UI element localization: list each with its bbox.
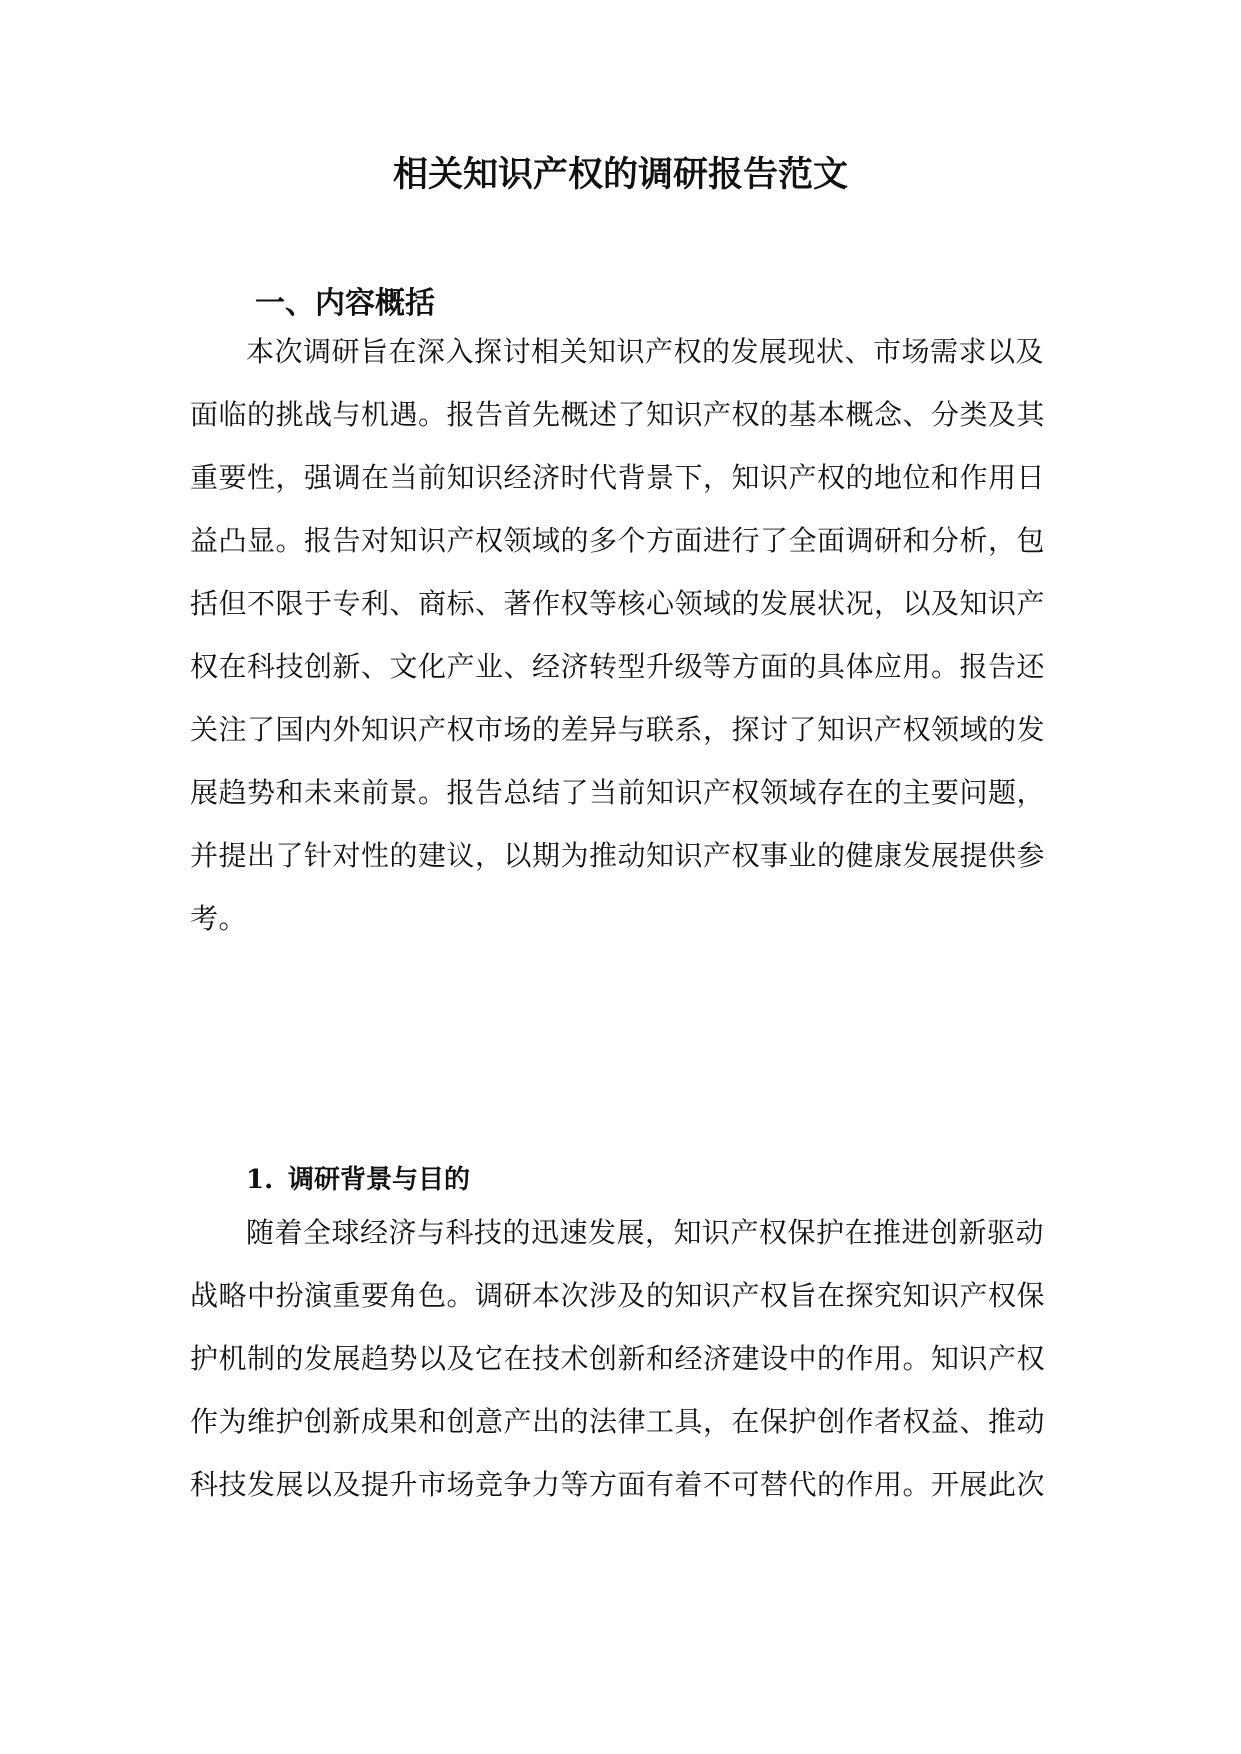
subsection-heading-background (246, 1161, 470, 1199)
paragraph-line: 权在科技创新、文化产业、经济转型升级等方面的具体应用。报告还 (190, 650, 1046, 683)
document-title: 相关知识产权的调研报告范文 (392, 154, 848, 195)
paragraph-line: 本次调研旨在深入探讨相关知识产权的发展现状、市场需求以及 (246, 335, 1045, 368)
paragraph-line: 考。 (190, 902, 248, 935)
paragraph-line: 括但不限于专利、商标、著作权等核心领域的发展状况，以及知识产 (190, 587, 1046, 620)
paragraph-line: 关注了国内外知识产权市场的差异与联系，探讨了知识产权领域的发 (190, 713, 1046, 746)
subsection-title: 调研背景与目的 (288, 1165, 471, 1195)
paragraph-line: 随着全球经济与科技的迅速发展，知识产权保护在推进创新驱动 (246, 1216, 1045, 1249)
paragraph-line: 展趋势和未来前景。报告总结了当前知识产权领域存在的主要问题， (190, 776, 1046, 809)
paragraph-line: 作为维护创新成果和创意产出的法律工具，在保护创作者权益、推动 (190, 1405, 1046, 1438)
paragraph-line: 益凸显。报告对知识产权领域的多个方面进行了全面调研和分析，包 (190, 524, 1046, 557)
paragraph-line: 并提出了针对性的建议，以期为推动知识产权事业的健康发展提供参 (190, 839, 1046, 872)
paragraph-line: 护机制的发展趋势以及它在技术创新和经济建设中的作用。知识产权 (190, 1342, 1046, 1375)
paragraph-line: 科技发展以及提升市场竞争力等方面有着不可替代的作用。开展此次 (190, 1468, 1046, 1501)
paragraph-line: 重要性，强调在当前知识经济时代背景下，知识产权的地位和作用日 (190, 461, 1046, 494)
subsection-number: 1. (246, 1165, 274, 1195)
paragraph-line: 战略中扮演重要角色。调研本次涉及的知识产权旨在探究知识产权保 (190, 1279, 1046, 1312)
section-heading-summary: 一、内容概括 (255, 286, 435, 321)
paragraph-line: 面临的挑战与机遇。报告首先概述了知识产权的基本概念、分类及其 (190, 398, 1046, 431)
